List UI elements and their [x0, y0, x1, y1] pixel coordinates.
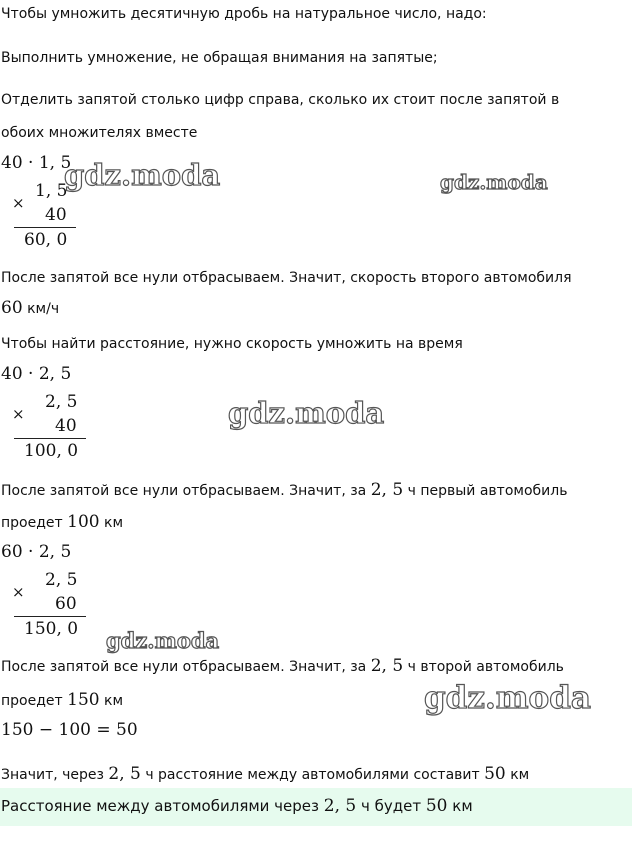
watermark-logo: gdz.moda	[64, 158, 221, 192]
after2-pre: После запятой все нули отбрасываем. Значит, за	[1, 483, 371, 499]
calc3-multiply-sign: ×	[12, 583, 25, 601]
speed-unit: км/ч	[22, 301, 60, 317]
calc2-bottom-factor: 40	[55, 416, 77, 436]
after3-unit: км	[99, 693, 124, 709]
after3-dist: 150	[67, 690, 100, 710]
calc3-top-factor: 2, 5	[45, 570, 78, 590]
calc3-rule	[14, 616, 86, 617]
distance-rule: Чтобы найти расстояние, нужно скорость умножить на время	[1, 336, 463, 352]
conclusion-unit: км	[505, 767, 530, 783]
speed-value: 60	[1, 298, 23, 318]
difference-expression: 150 − 100 = 50	[1, 720, 138, 740]
calc3-expression: 60 · 2, 5	[1, 542, 72, 562]
conclusion-pre: Значит, через	[1, 767, 109, 783]
watermark-logo: gdz.moda	[228, 396, 385, 430]
calc2-multiply-sign: ×	[12, 405, 25, 423]
after2-dist: 100	[67, 512, 100, 532]
rule-step-2-cont: обоих множителях вместе	[1, 125, 198, 141]
calc1-multiply-sign: ×	[12, 194, 25, 212]
watermark-logo: gdz.moda	[424, 680, 591, 716]
after1-speed	[1, 298, 59, 318]
calc1-top-factor: 1, 5	[35, 181, 68, 201]
after3-drive-label: проедет	[1, 693, 68, 709]
after3-time: 2, 5	[370, 656, 404, 676]
answer-unit: км	[447, 797, 473, 815]
conclusion-mid: ч расстояние между автомобилями составит	[140, 767, 485, 783]
after2-text	[1, 480, 567, 500]
conclusion-dist: 50	[484, 764, 506, 784]
after3-text	[1, 656, 564, 676]
rule-intro: Чтобы умножить десятичную дробь на натуральное число, надо:	[1, 6, 487, 22]
answer-text	[1, 796, 473, 816]
calc1-bottom-factor: 40	[45, 205, 67, 225]
calc2-top-factor: 2, 5	[45, 392, 78, 412]
calc2-expression: 40 · 2, 5	[1, 364, 72, 384]
after3-post: ч второй автомобиль	[403, 659, 564, 675]
rule-step-2: Отделить запятой столько цифр справа, сколько их стоит после запятой в	[1, 92, 560, 108]
answer-pre: Расстояние между автомобилями через	[1, 797, 324, 815]
answer-time: 2, 5	[323, 796, 357, 816]
calc1-expression: 40 · 1, 5	[1, 153, 72, 173]
answer-mid: ч будет	[356, 797, 426, 815]
rule-step-1: Выполнить умножение, не обращая внимания на запятые;	[1, 50, 438, 66]
after2-drive	[1, 512, 123, 532]
conclusion	[1, 764, 529, 784]
conclusion-time: 2, 5	[108, 764, 141, 784]
calc2-rule	[14, 438, 86, 439]
calc2-result: 100, 0	[24, 441, 79, 461]
after2-unit: км	[99, 515, 124, 531]
after3-pre: После запятой все нули отбрасываем. Значит, за	[1, 659, 371, 675]
after2-drive-label: проедет	[1, 515, 68, 531]
calc1-rule	[14, 227, 76, 228]
watermark-logo: gdz.moda	[106, 628, 220, 653]
after2-post: ч первый автомобиль	[403, 483, 568, 499]
calc3-bottom-factor: 60	[55, 594, 77, 614]
after3-drive	[1, 690, 123, 710]
after2-time: 2, 5	[370, 480, 404, 500]
after1-text: После запятой все нули отбрасываем. Значит, скорость второго автомобиля	[1, 270, 572, 286]
watermark-logo: gdz.moda	[440, 170, 548, 194]
calc3-result: 150, 0	[24, 619, 79, 639]
calc1-result: 60, 0	[24, 230, 68, 250]
answer-dist: 50	[425, 796, 448, 816]
